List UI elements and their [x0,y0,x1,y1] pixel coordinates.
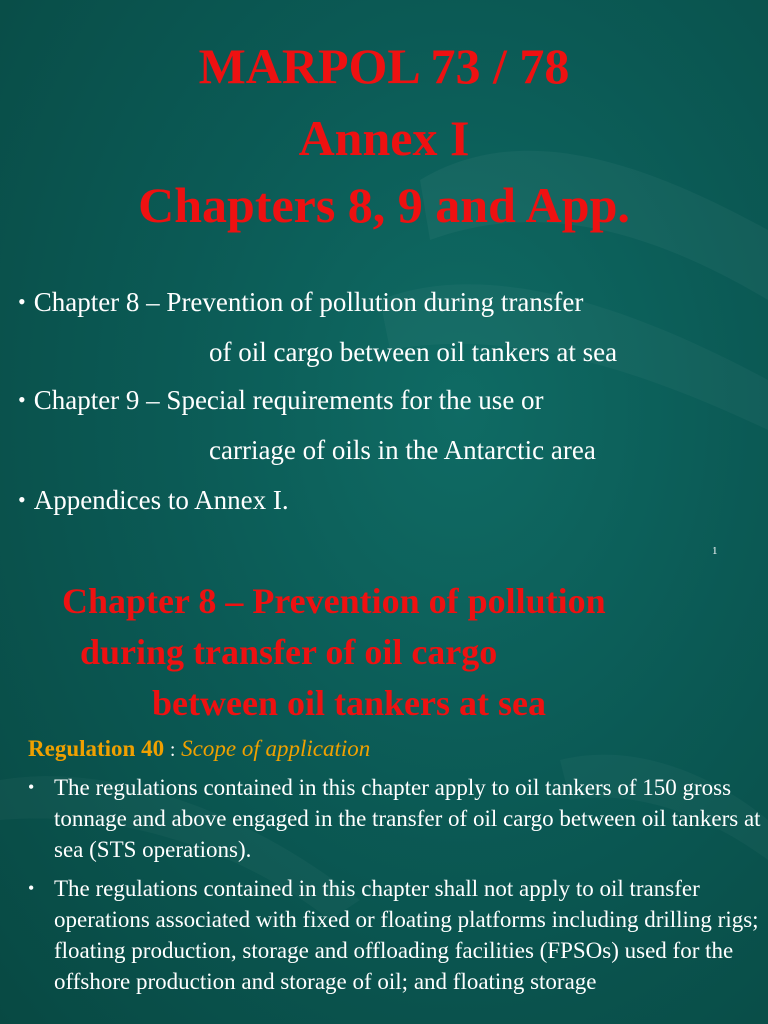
bullet-chapter-9-continuation: carriage of oils in the Antarctic area [209,435,596,465]
paragraph-text: The regulations contained in this chapter apply to oil tankers of 150 gross tonnage and above engaged in the transfer of oil cargo between oil tankers at sea (STS operations). [54,775,761,862]
bullet-icon: • [28,777,35,797]
bullet-chapter-8-continuation: of oil cargo between oil tankers at sea [209,337,618,367]
regulation-scope: Scope of application [181,736,371,761]
slide-2 [0,560,768,1024]
bullet-chapter-9 [18,384,544,416]
slide-1-title-line-1: MARPOL 73 / 78 [198,38,570,94]
regulation-separator: : [169,739,176,761]
slide-2-title-line-3: between oil tankers at sea [152,683,546,723]
regulation-heading [28,734,370,765]
bullet-icon: • [18,289,26,314]
slide-2-title-line-1: Chapter 8 – Prevention of pollution [62,581,606,621]
page-number: 1 [712,545,718,557]
slide-1-title-line-2: Annex I [298,110,470,166]
bullet-chapter-8 [18,286,583,318]
bullet-icon: • [28,878,35,898]
paragraph-text: The regulations contained in this chapter shall not apply to oil transfer operations associated with fixed or floating platforms including drilling rigs; floating production, storage and offloading facilities (FPSOs) used for the offshore production and storage of oil; and floating storage [54,876,759,994]
bullet-text: Chapter 9 – Special requirements for the use or [33,385,544,415]
bullet-icon: • [18,387,26,412]
bullet-text: Appendices to Annex I. [33,485,289,515]
bullet-appendices [18,484,289,516]
paragraph-exclusions [28,873,763,997]
slide-1-title-line-3: Chapters 8, 9 and App. [138,177,630,233]
paragraph-scope-application [28,772,763,865]
bullet-icon: • [18,487,26,512]
bullet-text: Chapter 8 – Prevention of pollution during transfer [33,287,584,317]
slide-2-title-line-2: during transfer of oil cargo [80,632,498,672]
regulation-label: Regulation 40 [28,736,165,761]
